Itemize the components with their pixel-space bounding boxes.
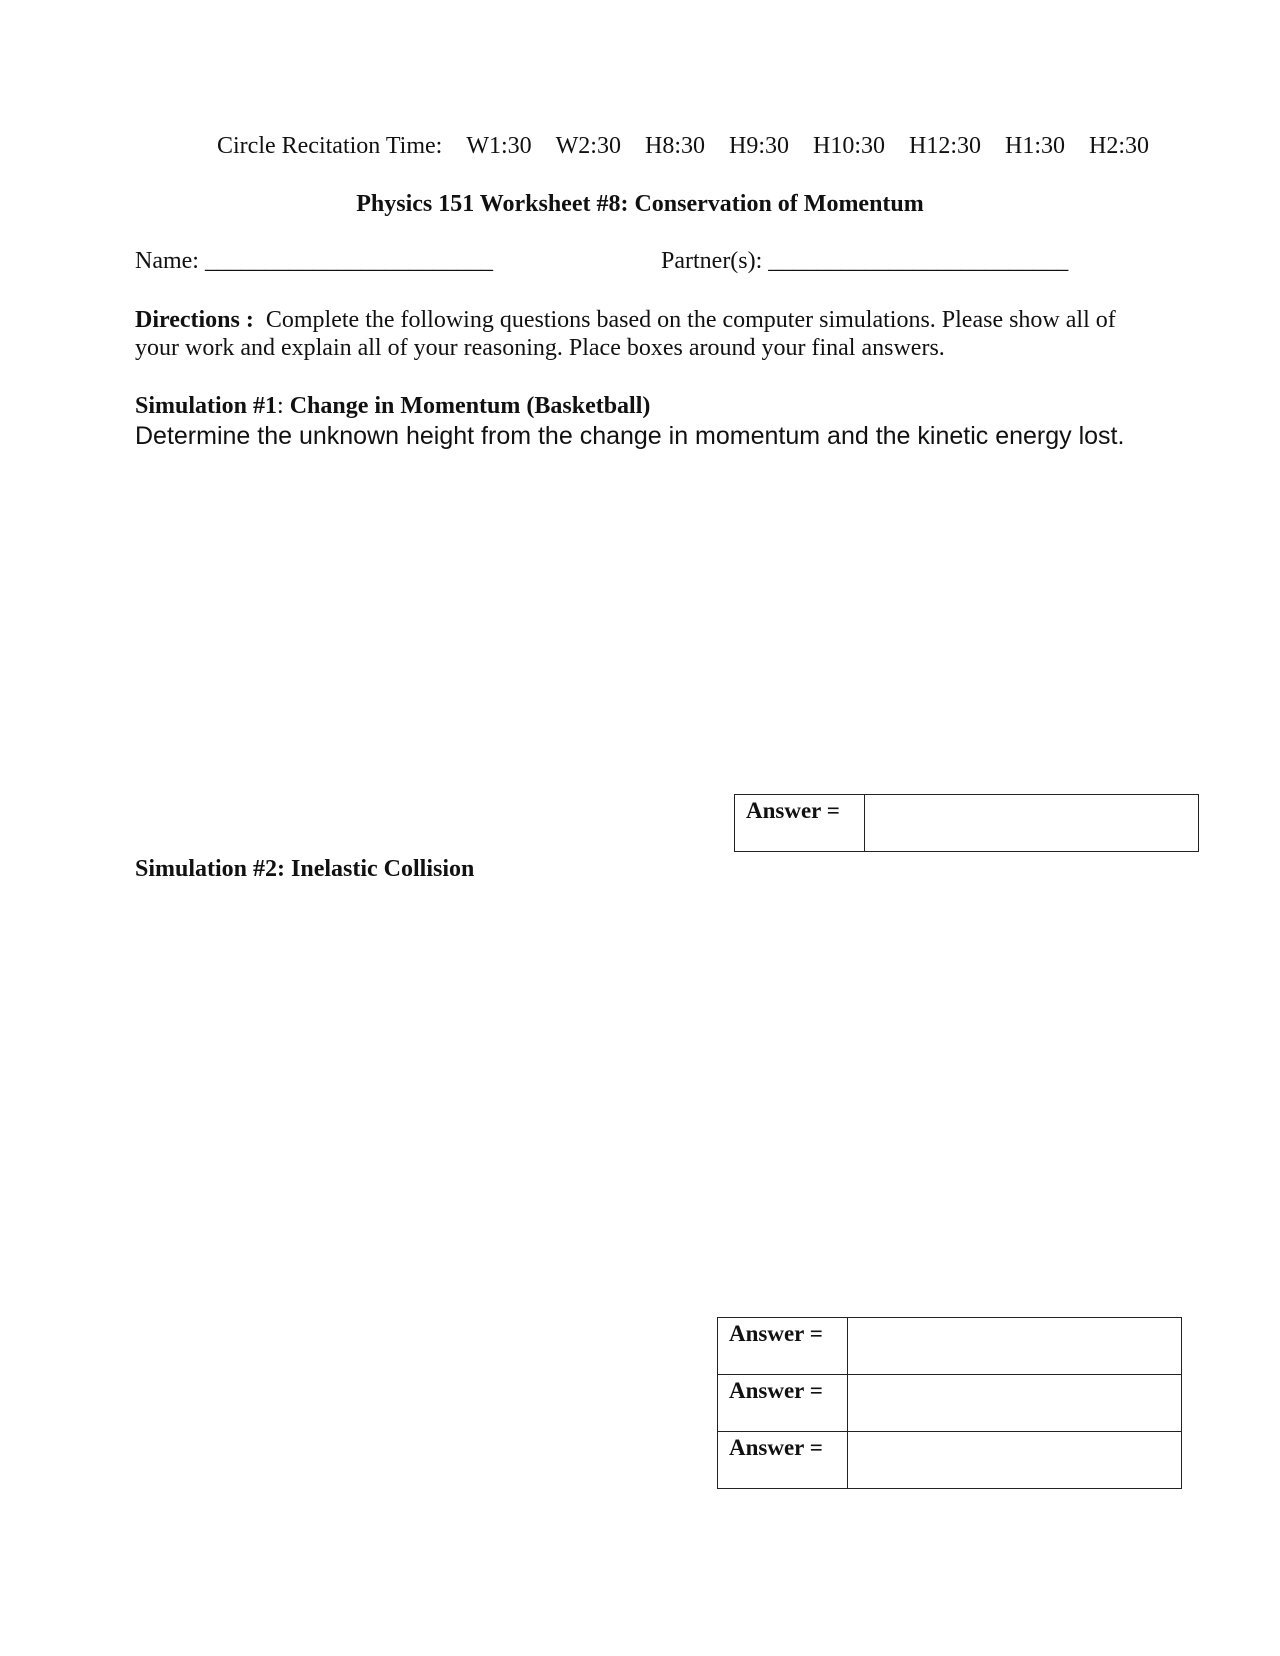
directions-paragraph — [135, 306, 1145, 362]
partner-field[interactable] — [661, 248, 1068, 275]
name-field[interactable] — [135, 248, 493, 275]
answer-row — [718, 1318, 1182, 1375]
recitation-time-line — [217, 133, 1149, 160]
simulation-2-heading: Simulation #2: Inelastic Collision — [135, 856, 475, 882]
answer-row — [735, 795, 1199, 852]
name-label: Name: — [135, 248, 199, 274]
recitation-time-option[interactable]: H12:30 — [908, 133, 981, 159]
partner-blank[interactable]: _________________________ — [768, 248, 1069, 274]
recitation-time-option[interactable]: H1:30 — [1004, 133, 1065, 159]
answer-value-cell[interactable] — [848, 1432, 1182, 1489]
answer-label: Answer = — [718, 1375, 848, 1432]
simulation-1-description: Determine the unknown height from the change in momentum and the kinetic energy lost. — [135, 422, 1125, 450]
recitation-time-option[interactable]: W1:30 — [466, 133, 532, 159]
worksheet-title — [0, 191, 1280, 218]
directions-text: Complete the following questions based on the computer simulations. Please show all of your work and explain all of your reasoning. Place boxes around your final answers. — [135, 307, 1116, 361]
recitation-time-option[interactable]: H2:30 — [1088, 133, 1149, 159]
recitation-time-option[interactable]: H10:30 — [812, 133, 885, 159]
simulation-1-heading-rest: Change in Momentum (Basketball) — [289, 393, 651, 419]
recitation-label: Circle Recitation Time: — [217, 133, 443, 159]
worksheet-title-text: Physics 151 Worksheet #8: Conservation of Momentum — [356, 191, 924, 217]
simulation-1-heading-prefix: Simulation #1 — [135, 393, 278, 419]
answer-value-cell[interactable] — [865, 795, 1199, 852]
answer-value-cell[interactable] — [848, 1375, 1182, 1432]
answer-label: Answer = — [735, 795, 865, 852]
answer-row — [718, 1432, 1182, 1489]
recitation-time-option[interactable]: H8:30 — [644, 133, 705, 159]
partner-label: Partner(s): — [661, 248, 763, 274]
recitation-time-option[interactable]: W2:30 — [555, 133, 621, 159]
directions-label: Directions : — [135, 307, 254, 333]
recitation-time-option[interactable]: H9:30 — [728, 133, 789, 159]
simulation-2-answer-box — [717, 1317, 1182, 1489]
simulation-1-answer-box — [734, 794, 1199, 852]
answer-row — [718, 1375, 1182, 1432]
answer-label: Answer = — [718, 1432, 848, 1489]
simulation-1-heading: Simulation #1: Change in Momentum (Basketball) — [135, 393, 651, 419]
answer-value-cell[interactable] — [848, 1318, 1182, 1375]
answer-label: Answer = — [718, 1318, 848, 1375]
name-blank[interactable]: ________________________ — [204, 248, 493, 274]
